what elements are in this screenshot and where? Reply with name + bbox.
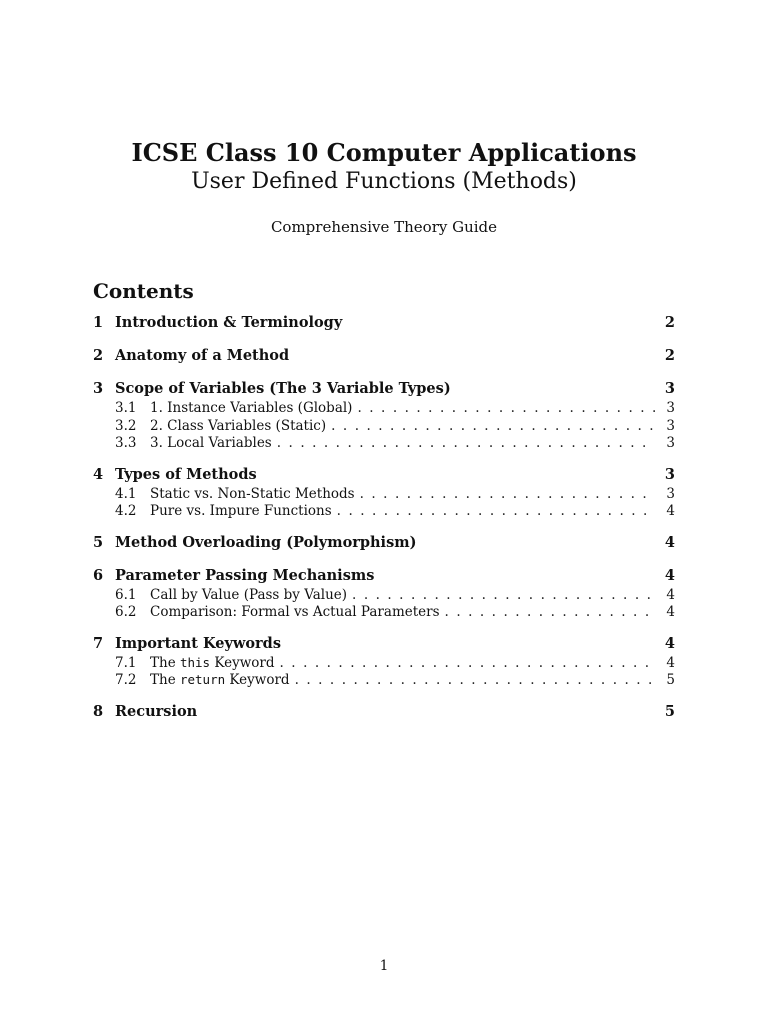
toc-subentry-page: 3 [666, 417, 675, 434]
toc-subentry[interactable] [93, 418, 675, 436]
toc-subentry-number: 4.1 [115, 485, 137, 502]
toc-entry-title: Method Overloading (Polymorphism) [115, 533, 417, 551]
toc-subentry-title: Call by Value (Pass by Value) [150, 586, 348, 603]
toc-subentry-title: 2. Class Variables (Static) [150, 417, 327, 434]
toc-subentry-number: 6.2 [115, 604, 137, 620]
contents-heading: Contents [93, 279, 194, 303]
document-title: ICSE Class 10 Computer Applications [131, 138, 637, 167]
toc-subentry-number: 7.1 [115, 654, 137, 671]
toc-subentry[interactable] [93, 486, 675, 504]
toc-subentry-number: 7.2 [115, 672, 137, 688]
toc-entry[interactable] [93, 635, 675, 655]
toc-subentry-page: 3 [666, 435, 675, 451]
toc-section [93, 466, 675, 521]
toc-entry[interactable] [93, 466, 675, 486]
toc-subentry-title: Static vs. Non-Static Methods [150, 485, 355, 502]
toc-section [93, 534, 675, 554]
toc-subentry[interactable] [93, 672, 675, 690]
toc-dot-leader [360, 486, 655, 502]
toc-section [93, 347, 675, 367]
toc-section [93, 314, 675, 334]
toc-subentry-number: 4.2 [115, 503, 137, 519]
toc-subentry-number: 3.3 [115, 435, 137, 451]
toc-entry-number: 6 [93, 566, 104, 584]
page-number: 1 [379, 958, 389, 974]
toc-subentry-page: 3 [666, 400, 675, 416]
toc-entry-title: Important Keywords [115, 634, 281, 652]
toc-entry-number: 5 [93, 533, 104, 551]
toc-subentry-title-suffix: Keyword [210, 654, 275, 671]
toc-entry-page: 3 [664, 465, 675, 483]
toc-dot-leader [280, 655, 655, 671]
toc-entry[interactable] [93, 567, 675, 587]
toc-entry[interactable] [93, 314, 675, 334]
toc-entry-page: 4 [664, 533, 675, 551]
toc-entry-page: 3 [664, 380, 675, 397]
toc-section [93, 635, 675, 690]
toc-dot-leader [352, 587, 655, 603]
toc-section [93, 703, 675, 723]
table-of-contents [93, 314, 675, 736]
toc-subentry-number: 3.2 [115, 417, 137, 434]
toc-subentry-number: 3.1 [115, 400, 137, 416]
toc-dot-leader [357, 400, 655, 416]
toc-subentry-title: 1. Instance Variables (Global) [150, 400, 353, 416]
toc-subentry[interactable] [93, 435, 675, 453]
toc-subentry-keyword: this [179, 654, 211, 670]
toc-dot-leader [445, 604, 655, 620]
toc-subentry-number: 6.1 [115, 586, 137, 603]
toc-subentry[interactable] [93, 503, 675, 521]
toc-dot-leader [277, 435, 655, 451]
toc-subentry-title: 3. Local Variables [150, 435, 272, 451]
toc-entry-number: 1 [93, 314, 104, 331]
toc-subentry-page: 4 [666, 654, 675, 671]
toc-entry-title: Recursion [115, 702, 198, 720]
toc-subentry[interactable] [93, 587, 675, 605]
toc-subentry[interactable] [93, 604, 675, 622]
toc-entry-number: 7 [93, 634, 104, 652]
toc-entry[interactable] [93, 380, 675, 400]
toc-subentry-keyword: return [179, 672, 226, 687]
toc-dot-leader [295, 672, 655, 688]
toc-dot-leader [331, 418, 655, 434]
toc-subentry-title-prefix: The [150, 654, 180, 671]
toc-entry-page: 5 [664, 702, 675, 720]
toc-entry-page: 2 [664, 347, 675, 364]
toc-subentry-page: 4 [666, 604, 675, 620]
toc-subentry-title [150, 672, 290, 688]
toc-entry-number: 4 [93, 465, 104, 483]
toc-entry-number: 3 [93, 380, 104, 397]
toc-entry-number: 8 [93, 702, 104, 720]
toc-subentry-page: 3 [666, 485, 675, 502]
toc-subentry[interactable] [93, 655, 675, 673]
toc-subentry-title: Pure vs. Impure Functions [150, 503, 332, 519]
toc-section [93, 567, 675, 622]
document-guide-label: Comprehensive Theory Guide [270, 218, 498, 236]
toc-entry-page: 2 [664, 314, 675, 331]
toc-entry[interactable] [93, 347, 675, 367]
toc-entry[interactable] [93, 703, 675, 723]
toc-subentry-title-suffix: Keyword [225, 672, 290, 688]
document-subtitle: User Defined Functions (Methods) [191, 169, 577, 194]
toc-subentry-title-prefix: The [150, 672, 180, 688]
toc-entry-title: Anatomy of a Method [115, 347, 290, 364]
toc-subentry-page: 4 [666, 503, 675, 519]
toc-entry-page: 4 [664, 566, 675, 584]
toc-subentry-title [150, 655, 275, 671]
toc-section [93, 380, 675, 453]
toc-entry-title: Scope of Variables (The 3 Variable Types) [115, 380, 451, 397]
toc-entry[interactable] [93, 534, 675, 554]
toc-subentry-page: 4 [666, 586, 675, 603]
toc-subentry-page: 5 [666, 672, 675, 688]
toc-entry-title: Parameter Passing Mechanisms [115, 566, 375, 584]
toc-subentry[interactable] [93, 400, 675, 418]
toc-entry-title: Types of Methods [115, 465, 257, 483]
toc-entry-page: 4 [664, 634, 675, 652]
toc-subentry-title: Comparison: Formal vs Actual Parameters [150, 604, 440, 620]
toc-entry-title: Introduction & Terminology [115, 314, 343, 331]
toc-entry-number: 2 [93, 347, 104, 364]
toc-dot-leader [337, 503, 655, 519]
